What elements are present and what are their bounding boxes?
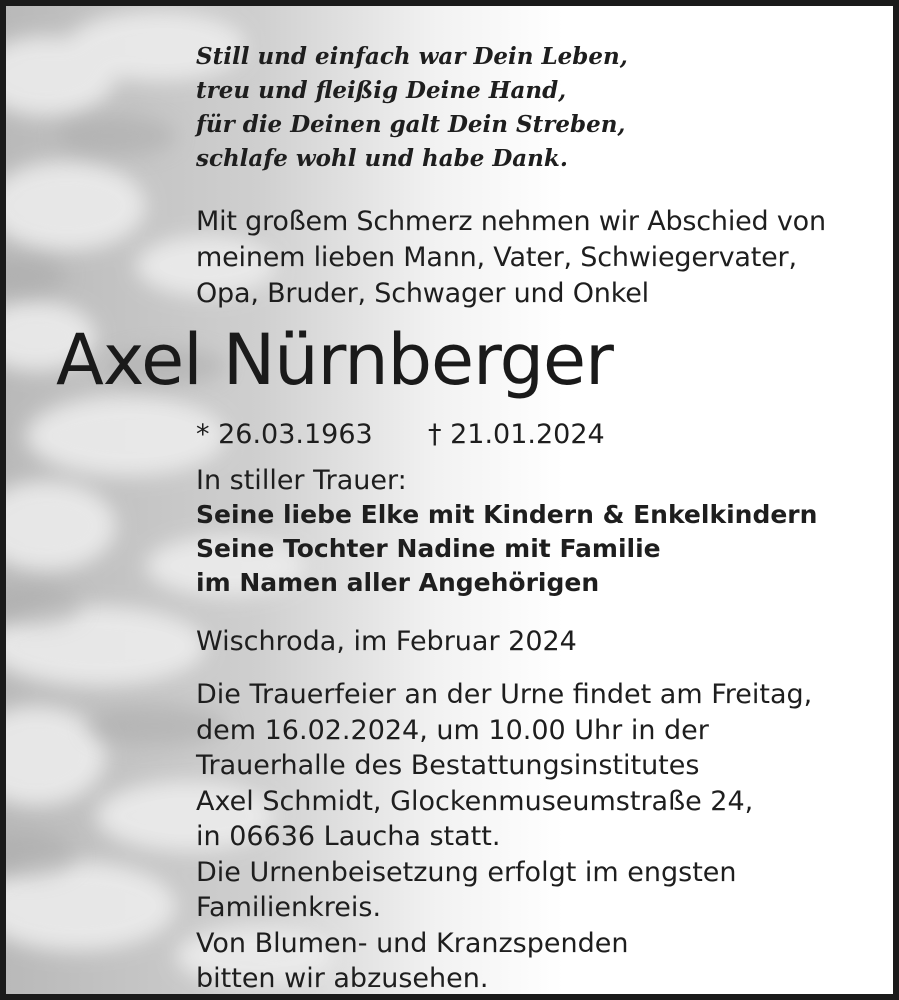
- life-dates: [196, 416, 605, 454]
- service-line: Axel Schmidt, Glockenmuseumstraße 24,: [196, 785, 754, 817]
- poem-line: treu und fleißig Deine Hand,: [196, 77, 567, 104]
- farewell-intro: [196, 204, 826, 312]
- poem-line: Still und einfach war Dein Leben,: [196, 43, 628, 70]
- service-line: in 06636 Laucha statt.: [196, 821, 501, 852]
- place-and-date: Wischroda, im Februar 2024: [196, 626, 577, 657]
- mourning-heading: In stiller Trauer:: [196, 465, 407, 496]
- death-date: † 21.01.2024: [428, 419, 605, 450]
- poem-line: schlafe wohl und habe Dank.: [196, 145, 568, 172]
- birth-date: * 26.03.1963: [196, 419, 373, 450]
- intro-line: meinem lieben Mann, Vater, Schwiegervater,: [196, 242, 797, 273]
- service-details: [196, 677, 812, 997]
- intro-line: Opa, Bruder, Schwager und Onkel: [196, 278, 649, 309]
- service-line: Von Blumen- und Kranzspenden: [196, 927, 629, 959]
- mourner-line: im Namen aller Angehörigen: [196, 568, 600, 597]
- notice-content: [6, 6, 899, 1000]
- poem: [196, 40, 628, 176]
- mourner-line: Seine liebe Elke mit Kindern & Enkelkindern: [196, 500, 818, 529]
- service-line: Die Urnenbeisetzung erfolgt im engsten: [196, 856, 737, 888]
- service-line: dem 16.02.2024, um 10.00 Uhr in der: [196, 714, 709, 746]
- service-line: Trauerhalle des Bestattungsinstitutes: [196, 750, 700, 781]
- intro-line: Mit großem Schmerz nehmen wir Abschied von: [196, 206, 826, 237]
- service-line: Die Trauerfeier an der Urne findet am Freitag,: [196, 679, 813, 710]
- poem-line: für die Deinen galt Dein Streben,: [196, 111, 626, 138]
- service-line: Familienkreis.: [196, 892, 382, 923]
- deceased-name: Axel Nürnberger: [56, 319, 613, 401]
- mourner-line: Seine Tochter Nadine mit Familie: [196, 534, 661, 563]
- mourners-block: [196, 464, 817, 600]
- service-line: bitten wir abzusehen.: [196, 963, 489, 994]
